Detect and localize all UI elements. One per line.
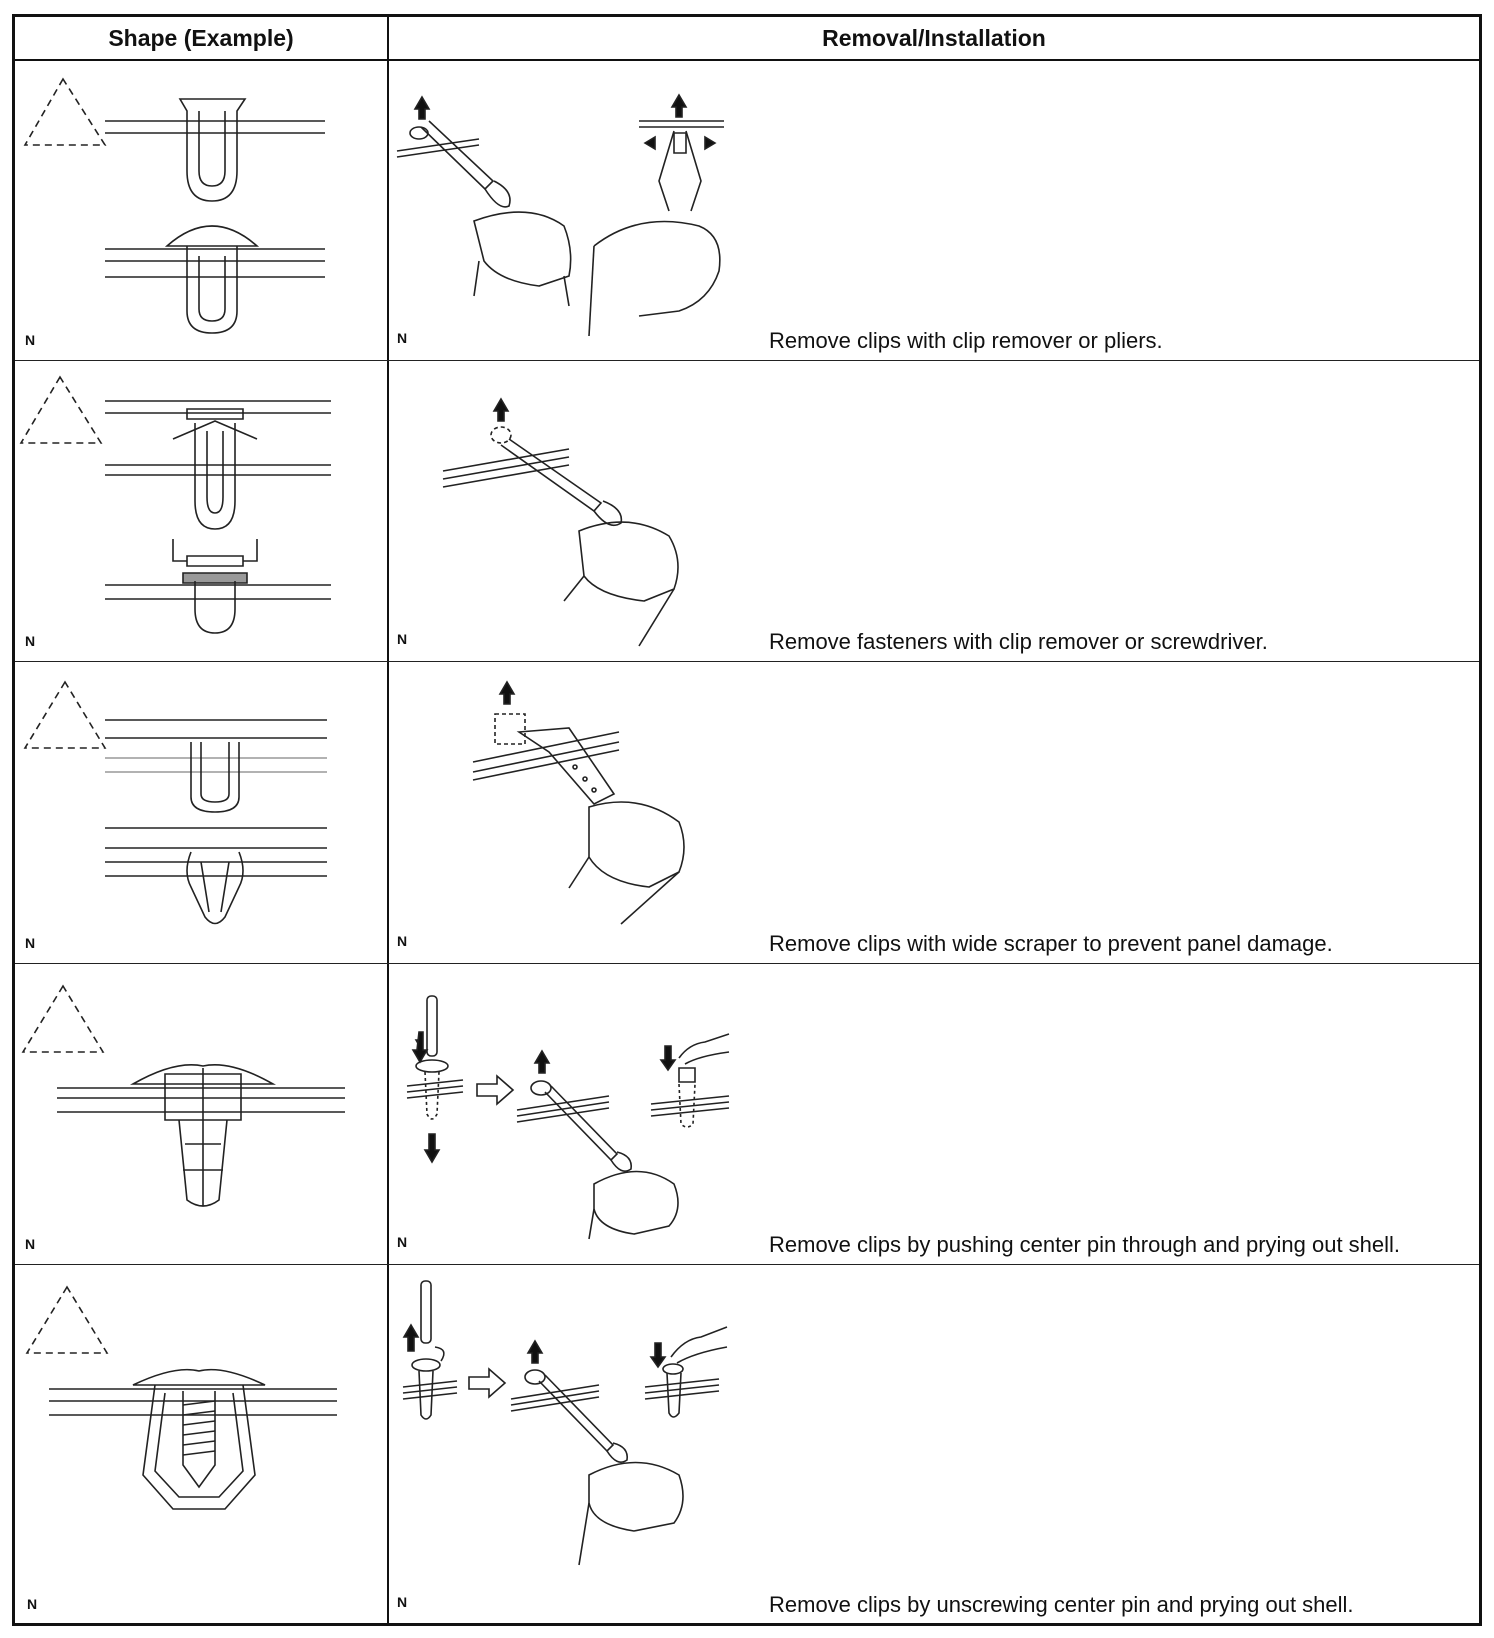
fastener-clip-illustration <box>15 361 387 661</box>
removal-procedure-cell <box>389 1265 1479 1626</box>
pull-up-arrow-icon <box>404 1325 418 1351</box>
clip-shape-cell <box>15 1265 387 1626</box>
next-step-arrow-icon <box>477 1076 513 1104</box>
push-clip-illustration <box>15 61 387 360</box>
figure-code-mark: N <box>397 1594 408 1610</box>
figure-code-mark: N <box>25 935 36 951</box>
screw-pin-clip-illustration <box>15 1265 387 1626</box>
table-row <box>15 61 1479 360</box>
figure-code-mark: N <box>25 332 36 348</box>
warning-triangle-icon <box>25 79 105 145</box>
removal-caption: Remove clips with wide scraper to prevent panel damage. <box>769 931 1333 956</box>
wide-scraper-illustration <box>389 662 749 963</box>
squeeze-arrow-icon <box>645 137 655 149</box>
push-pin-clip-illustration <box>15 964 387 1264</box>
push-down-arrow-icon <box>651 1343 665 1367</box>
figure-code-mark: N <box>25 633 36 649</box>
warning-triangle-icon <box>27 1287 107 1353</box>
clip-remover-and-pliers-illustration <box>389 61 749 360</box>
figure-code-mark: N <box>397 1234 408 1250</box>
push-down-arrow-icon <box>661 1046 675 1070</box>
push-down-arrow-icon <box>413 1032 427 1062</box>
removal-procedure-cell <box>389 361 1479 661</box>
clip-removal-table <box>12 14 1482 1626</box>
table-row <box>15 1265 1479 1626</box>
pull-up-arrow-icon <box>672 95 686 117</box>
table-row <box>15 361 1479 661</box>
clip-shape-cell <box>15 361 387 661</box>
figure-code-mark: N <box>397 933 408 949</box>
warning-triangle-icon <box>25 682 105 748</box>
figure-code-mark: N <box>25 1236 36 1252</box>
warning-triangle-icon <box>23 986 103 1052</box>
removal-caption: Remove clips by pushing center pin through and prying out shell. <box>769 1232 1401 1257</box>
pull-up-arrow-icon <box>500 682 514 704</box>
figure-code-mark: N <box>397 631 408 647</box>
pull-up-arrow-icon <box>528 1341 542 1363</box>
removal-procedure-cell <box>389 964 1479 1264</box>
clip-shape-cell <box>15 662 387 963</box>
pull-up-arrow-icon <box>415 97 429 119</box>
removal-caption: Remove clips by unscrewing center pin and prying out shell. <box>769 1592 1354 1617</box>
removal-procedure-cell <box>389 662 1479 963</box>
pull-up-arrow-icon <box>535 1051 549 1073</box>
table-row <box>15 662 1479 963</box>
removal-caption: Remove clips with clip remover or pliers. <box>769 328 1163 353</box>
push-down-arrow-icon <box>425 1134 439 1162</box>
figure-code-mark: N <box>397 330 408 346</box>
squeeze-arrow-icon <box>705 137 715 149</box>
removal-procedure-cell <box>389 61 1479 360</box>
clip-shape-cell <box>15 61 387 360</box>
shape-column-header: Shape (Example) <box>108 24 294 51</box>
pull-up-arrow-icon <box>494 399 508 421</box>
warning-triangle-icon <box>21 377 101 443</box>
push-pin-removal-illustration <box>389 964 749 1264</box>
clip-remover-illustration <box>389 361 749 661</box>
unscrew-rotation-arrow-icon <box>435 1347 444 1361</box>
next-step-arrow-icon <box>469 1369 505 1397</box>
removal-caption: Remove fasteners with clip remover or screwdriver. <box>769 629 1268 654</box>
screw-pin-removal-illustration <box>389 1265 749 1626</box>
spring-clip-illustration <box>15 662 387 963</box>
table-row <box>15 964 1479 1264</box>
clip-shape-cell <box>15 964 387 1264</box>
figure-code-mark: N <box>27 1596 38 1612</box>
removal-column-header: Removal/Installation <box>822 24 1046 51</box>
